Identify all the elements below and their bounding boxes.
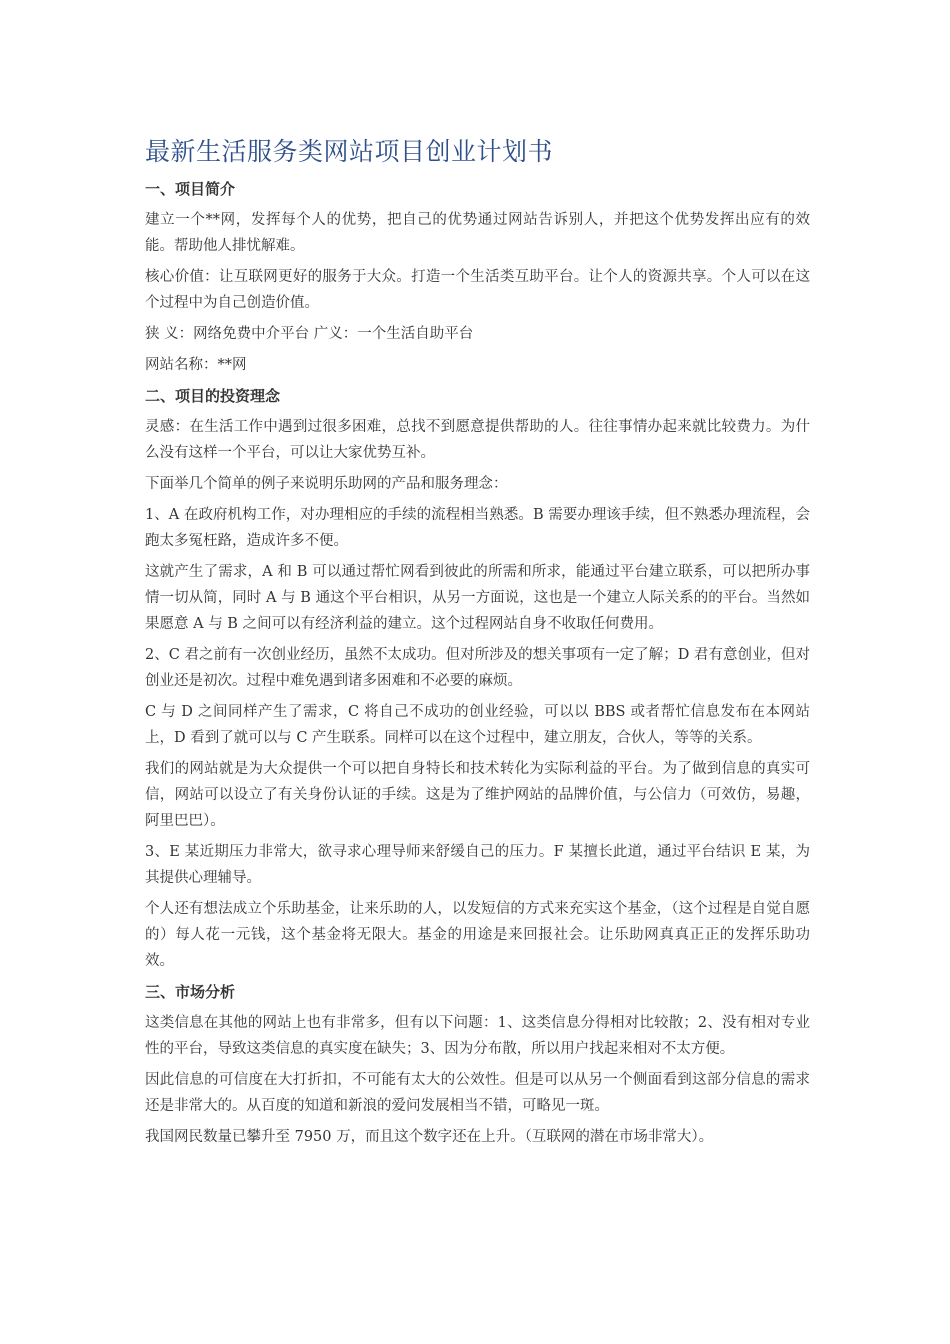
- paragraph: 个人还有想法成立个乐助基金，让来乐助的人，以发短信的方式来充实这个基金，（这个过程是自觉自愿的）每人花一元钱，这个基金将无限大。基金的用途是来回报社会。让乐助网真真正正的发挥乐助功效。: [145, 901, 810, 969]
- section-market-analysis: [145, 979, 810, 1150]
- document-page: [145, 130, 810, 1155]
- paragraph: 网站名称：**网: [145, 357, 247, 373]
- paragraph: 建立一个**网，发挥每个人的优势，把自己的优势通过网站告诉别人，并把这个优势发挥出应有的效能。帮助他人排忧解难。: [145, 212, 810, 254]
- section-heading: 一、项目简介: [145, 180, 236, 198]
- paragraph: 下面举几个简单的例子来说明乐助网的产品和服务理念：: [145, 476, 508, 492]
- paragraph: 我国网民数量已攀升至 7950 万，而且这个数字还在上升。（互联网的潜在市场非常大）。: [145, 1129, 714, 1145]
- paragraph: 我们的网站就是为大众提供一个可以把自身特长和技术转化为实际利益的平台。为了做到信息的真实可信，网站可以设立了有关身份认证的手续。这是为了维护网站的品牌价值，与公信力（可效仿，易趣，阿里巴巴）。: [145, 761, 810, 829]
- section-heading: 三、市场分析: [145, 983, 236, 1001]
- paragraph: 2、C 君之前有一次创业经历，虽然不太成功。但对所涉及的想关事项有一定了解；D 君有意创业，但对创业还是初次。过程中难免遇到诸多困难和不必要的麻烦。: [145, 647, 810, 689]
- paragraph: 3、E 某近期压力非常大，欲寻求心理导师来舒缓自己的压力。F 某擅长此道，通过平台结识 E 某，为其提供心理辅导。: [145, 844, 810, 886]
- paragraph: 这类信息在其他的网站上也有非常多，但有以下问题：1、这类信息分得相对比较散；2、没有相对专业性的平台，导致这类信息的真实度在缺失；3、因为分布散，所以用户找起来相对不太方便。: [145, 1015, 810, 1057]
- paragraph: 这就产生了需求，A 和 B 可以通过帮忙网看到彼此的所需和所求，能通过平台建立联系，可以把所办事情一切从简，同时 A 与 B 通这个平台相识，从另一方面说，这也是一个建立人际关系的的平台。当然如果愿意 A 与 B 之间可以有经济利益的建立。这个过程网站自身不收取任何费用。: [145, 564, 810, 632]
- paragraph: 1、A 在政府机构工作，对办理相应的手续的流程相当熟悉。B 需要办理该手续，但不熟悉办理流程，会跑太多冤枉路，造成许多不便。: [145, 507, 810, 549]
- paragraph: 狭 义：网络免费中介平台 广义：一个生活自助平台: [145, 326, 474, 342]
- paragraph: 因此信息的可信度在大打折扣，不可能有太大的公效性。但是可以从另一个侧面看到这部分信息的需求还是非常大的。从百度的知道和新浪的爱问发展相当不错，可略见一斑。: [145, 1072, 810, 1114]
- paragraph: C 与 D 之间同样产生了需求，C 将自己不成功的创业经验，可以以 BBS 或者帮忙信息发布在本网站上，D 看到了就可以与 C 产生联系。同样可以在这个过程中，建立朋友，合伙人，等等的关系。: [145, 704, 810, 746]
- paragraph: 核心价值：让互联网更好的服务于大众。打造一个生活类互助平台。让个人的资源共享。个人可以在这个过程中为自己创造价值。: [145, 269, 810, 311]
- section-heading: 二、项目的投资理念: [145, 387, 281, 405]
- paragraph: 灵感：在生活工作中遇到过很多困难，总找不到愿意提供帮助的人。往往事情办起来就比较费力。为什么没有这样一个平台，可以让大家优势互补。: [145, 419, 810, 461]
- document-title: 最新生活服务类网站项目创业计划书: [145, 137, 554, 166]
- section-project-intro: [145, 176, 810, 378]
- section-investment-concept: [145, 383, 810, 974]
